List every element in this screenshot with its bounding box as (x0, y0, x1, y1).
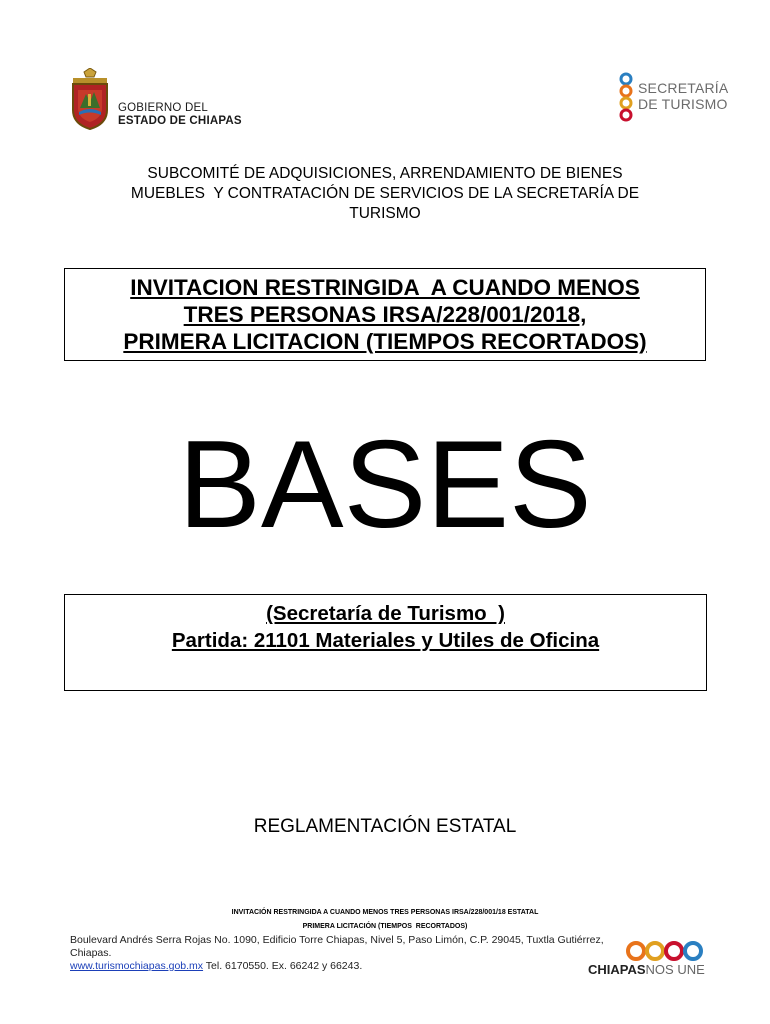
chiapas-coat-of-arms-icon (70, 68, 110, 130)
tourism-logo-line1: SECRETARÍA (638, 80, 729, 96)
footer-doc-line1: INVITACIÓN RESTRINGIDA A CUANDO MENOS TRES PERSONAS IRSA/228/001/18 ESTATAL (231, 909, 539, 916)
chiapas-nos-une-logo (588, 940, 708, 982)
tourism-logo-line2: DE TURISMO (638, 96, 728, 112)
partida-line2: Partida: 21101 Materiales y Utiles de Oficina (171, 629, 600, 652)
reglamentacion-label: REGLAMENTACIÓN ESTATAL (253, 816, 517, 837)
phone-text: Tel. 6170550. Ex. 66242 y 66243. (203, 960, 363, 972)
website-link[interactable]: www.turismochiapas.gob.mx (70, 960, 204, 972)
partida-line1: (Secretaría de Turismo ) (266, 602, 505, 625)
colored-rings-icon (618, 72, 634, 124)
committee-line2: MUEBLES Y CONTRATACIÓN DE SERVICIOS DE LA SECRETARÍA DE (130, 185, 640, 202)
gov-logo-line2: ESTADO DE CHIAPAS (118, 115, 242, 127)
secretaria-turismo-logo (618, 72, 748, 124)
footer-doc-line2: PRIMERA LICITACIÓN (TIEMPOS RECORTADOS) (302, 923, 468, 930)
invitation-title-box (64, 268, 706, 361)
gov-logo-line1: GOBIERNO DEL (118, 102, 208, 114)
partida-box (64, 594, 707, 691)
brand-rest-text: NOS UNE (645, 962, 705, 977)
committee-line1: SUBCOMITÉ DE ADQUISICIONES, ARRENDAMIENTO DE BIENES (147, 165, 623, 182)
title-line2: TRES PERSONAS IRSA/228/001/2018, (183, 302, 587, 327)
brand-bold-text: CHIAPAS (588, 962, 646, 977)
footer-address (70, 934, 630, 973)
gobierno-chiapas-logo (70, 68, 260, 132)
committee-line3: TURISMO (349, 205, 421, 222)
four-rings-icon (626, 940, 706, 962)
bases-heading: BASES (178, 416, 592, 554)
title-line1: INVITACION RESTRINGIDA A CUANDO MENOS (130, 275, 640, 300)
address-text: Boulevard Andrés Serra Rojas No. 1090, Edificio Torre Chiapas, Nivel 5, Paso Limón, C.P. 29045, Tuxtla Gutiérrez, Chiapas. (70, 934, 604, 959)
title-line3: PRIMERA LICITACION (TIEMPOS RECORTADOS) (123, 329, 647, 354)
committee-heading (80, 164, 690, 224)
